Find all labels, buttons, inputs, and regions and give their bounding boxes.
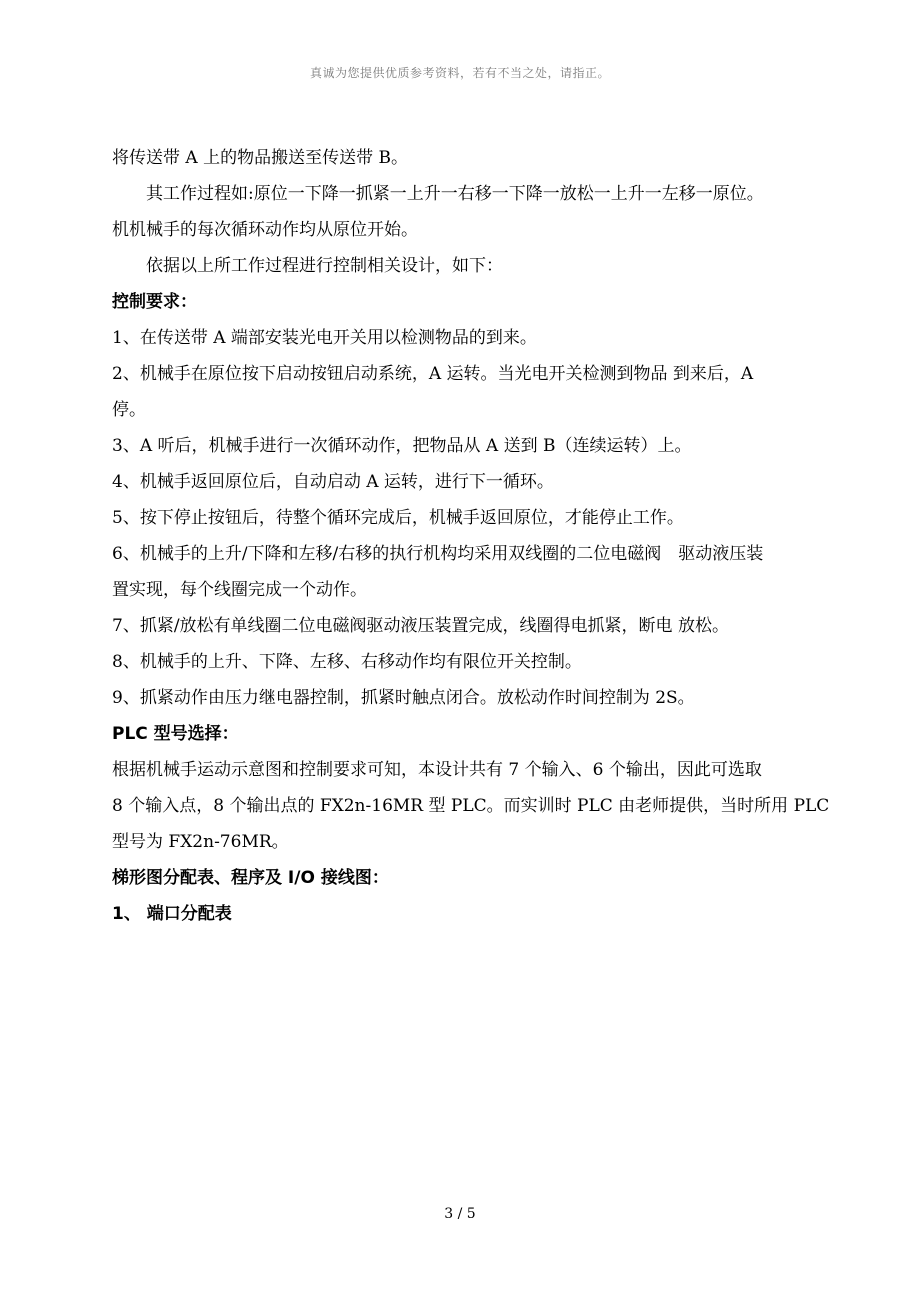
control-item-5: 5、按下停止按钮后，待整个循环完成后，机械手返回原位，才能停止工作。 xyxy=(112,508,684,528)
control-item-9: 9、抓紧动作由压力继电器控制，抓紧时触点闭合。放松动作时间控制为 2S。 xyxy=(112,688,695,708)
intro-line-2: 其工作过程如:原位一下降一抓紧一上升一右移一下降一放松一上升一左移一原位。 xyxy=(146,184,764,204)
control-item-2-cont: 停。 xyxy=(112,400,146,420)
control-item-3: 3、A 听后，机械手进行一次循环动作，把物品从 A 送到 B（连续运转）上。 xyxy=(112,436,692,456)
plc-line-1: 根据机械手运动示意图和控制要求可知，本设计共有 7 个输入、6 个输出，因此可选取 xyxy=(112,760,762,780)
plc-heading: PLC 型号选择： xyxy=(112,724,239,744)
control-item-4: 4、机械手返回原位后，自动启动 A 运转，进行下一循环。 xyxy=(112,472,554,492)
plc-line-3: 型号为 FX2n-76MR。 xyxy=(112,832,289,852)
control-item-8: 8、机械手的上升、下降、左移、右移动作均有限位开关控制。 xyxy=(112,652,582,672)
page-number: 3 / 5 xyxy=(444,1206,476,1222)
control-item-6: 6、机械手的上升/下降和左移/右移的执行机构均采用双线圈的二位电磁阀 驱动液压装 xyxy=(112,544,764,564)
control-item-7: 7、抓紧/放松有单线圈二位电磁阀驱动液压装置完成，线圈得电抓紧，断电 放松。 xyxy=(112,616,729,636)
plc-line-2: 8 个输入点，8 个输出点的 FX2n-16MR 型 PLC。而实训时 PLC 由老师提供，当时所用 PLC xyxy=(112,796,830,816)
intro-line-3: 机机械手的每次循环动作均从原位开始。 xyxy=(112,220,418,240)
intro-line-4: 依据以上所工作过程进行控制相关设计，如下： xyxy=(146,256,503,276)
document-body xyxy=(112,140,830,932)
ladder-heading: 梯形图分配表、程序及 I/O 接线图： xyxy=(112,868,389,888)
control-item-1: 1、在传送带 A 端部安装光电开关用以检测物品的到来。 xyxy=(112,328,537,348)
control-heading: 控制要求： xyxy=(112,292,197,312)
control-item-6-cont: 置实现，每个线圈完成一个动作。 xyxy=(112,580,367,600)
intro-line-1: 将传送带 A 上的物品搬送至传送带 B。 xyxy=(112,148,408,168)
control-item-2: 2、机械手在原位按下启动按钮启动系统，A 运转。当光电开关检测到物品 到来后，A xyxy=(112,364,754,384)
ladder-subheading-1: 1、 端口分配表 xyxy=(112,904,232,924)
header-note: 真诚为您提供优质参考资料，若有不当之处，请指正。 xyxy=(309,66,610,80)
